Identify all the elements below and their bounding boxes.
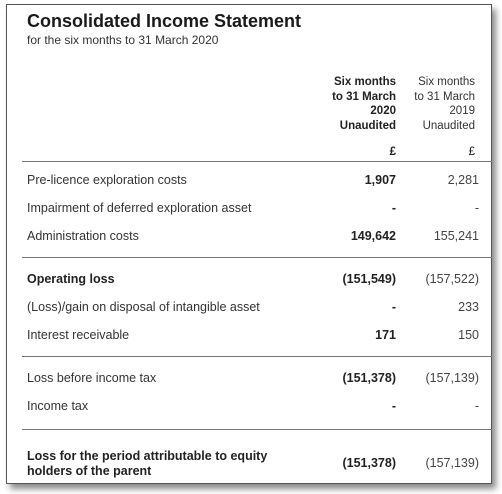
currency-prior: £ <box>468 146 475 158</box>
row-value-current: - <box>391 201 396 215</box>
column-header-current-line4: Unaudited <box>339 119 396 132</box>
row-value-current: (151,378) <box>342 371 396 385</box>
currency-current: £ <box>389 146 396 158</box>
row-label: Administration costs <box>27 229 139 243</box>
table-row <box>22 201 492 221</box>
statement-subtitle: for the six months to 31 March 2020 <box>27 33 219 47</box>
divider-rule <box>22 161 492 162</box>
row-value-prior: (157,139) <box>425 456 479 470</box>
row-value-prior: - <box>474 399 479 413</box>
table-row <box>22 399 492 419</box>
statement-panel <box>6 4 492 484</box>
column-header-current-line1: Six months <box>334 76 396 88</box>
table-row <box>22 173 492 193</box>
row-value-current: 1,907 <box>364 173 396 187</box>
row-value-current: (151,378) <box>342 456 396 470</box>
divider-rule <box>22 429 492 430</box>
row-value-current: (151,549) <box>342 272 396 286</box>
row-label: Pre-licence exploration costs <box>27 173 187 187</box>
row-label: Impairment of deferred exploration asset <box>27 201 252 215</box>
row-value-current: 171 <box>375 328 396 342</box>
row-value-prior: 150 <box>458 328 479 342</box>
column-header-prior-line1: Six months <box>418 76 475 88</box>
column-header-current-line3: 2020 <box>370 105 396 117</box>
column-header-current-line2: to 31 March <box>332 90 396 103</box>
row-label: Loss before income tax <box>27 371 157 385</box>
statement-title: Consolidated Income Statement <box>27 11 302 31</box>
row-value-prior: 233 <box>458 300 479 314</box>
divider-rule <box>22 356 492 357</box>
row-label-line2: holders of the parent <box>27 464 152 478</box>
row-value-current: - <box>391 399 396 413</box>
column-header-prior-line4: Unaudited <box>422 119 475 132</box>
column-header-prior-line2: to 31 March <box>414 90 475 103</box>
row-value-current: 149,642 <box>350 229 396 243</box>
row-value-current: - <box>391 300 396 314</box>
table-row <box>22 449 492 478</box>
column-header-prior-line3: 2019 <box>449 105 475 117</box>
row-value-prior: - <box>474 201 479 215</box>
table-row <box>22 272 492 292</box>
divider-rule <box>22 257 492 258</box>
row-label: Interest receivable <box>27 328 130 342</box>
row-label: (Loss)/gain on disposal of intangible asset <box>27 300 260 314</box>
row-label: Income tax <box>27 399 89 413</box>
row-value-prior: (157,139) <box>425 371 479 385</box>
row-value-prior: 2,281 <box>447 173 479 187</box>
table-row <box>22 300 492 320</box>
table-row <box>22 328 492 348</box>
row-value-prior: 155,241 <box>433 229 479 243</box>
row-label: Operating loss <box>27 272 115 286</box>
table-row <box>22 229 492 249</box>
row-value-prior: (157,522) <box>425 272 479 286</box>
row-label-line1: Loss for the period attributable to equity <box>27 449 268 463</box>
row-label <box>27 449 267 479</box>
table-row <box>22 371 492 391</box>
column-header-prior <box>395 75 475 133</box>
column-header-current <box>316 75 396 133</box>
